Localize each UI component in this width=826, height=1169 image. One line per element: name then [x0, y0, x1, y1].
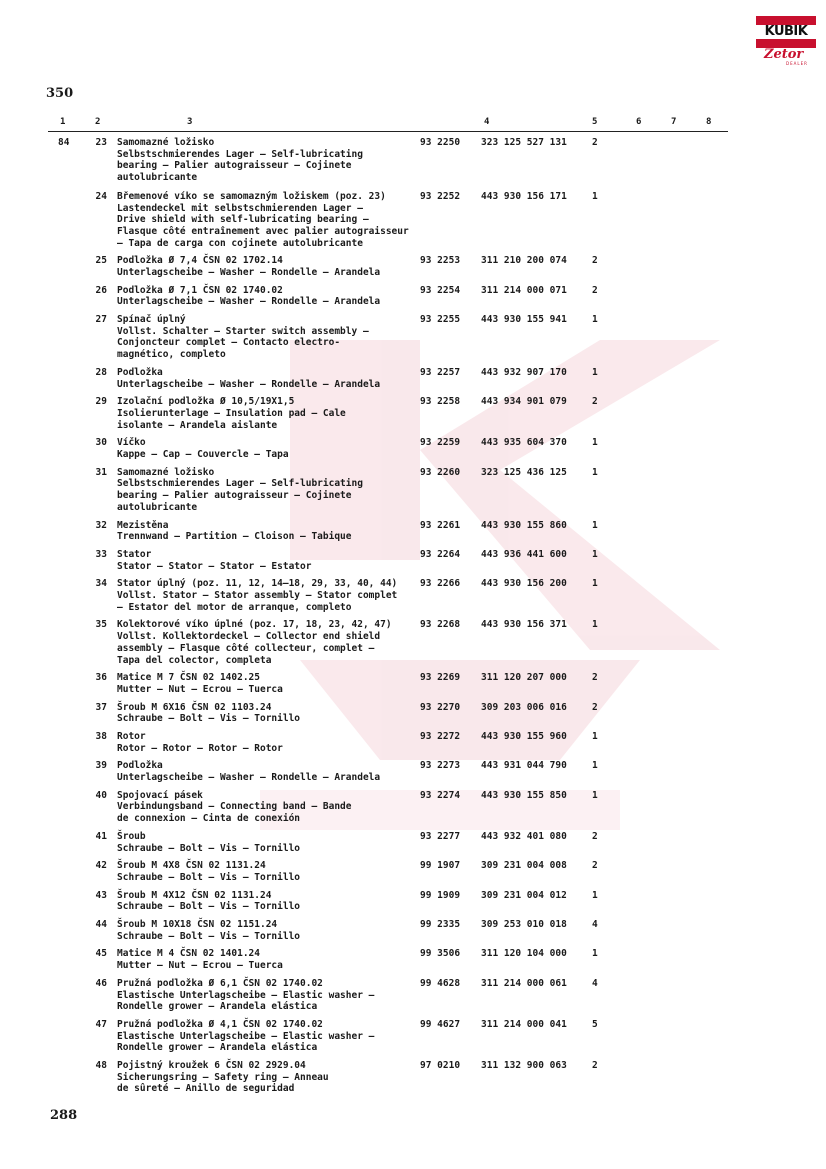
- quantity: 2: [592, 396, 598, 408]
- description-line: Víčko: [117, 437, 146, 449]
- catalog-code: 93 2261: [420, 519, 461, 531]
- table-row: [0, 396, 826, 431]
- description-line: Šroub M 4X8 ČSN 02 1131.24: [117, 860, 266, 872]
- description-line: Břemenové víko se samomazným ložiskem (poz. 23): [117, 190, 386, 202]
- quantity: 1: [592, 366, 598, 378]
- position-number: 48: [95, 1060, 107, 1072]
- quantity: 2: [592, 255, 598, 267]
- part-description: [117, 367, 380, 390]
- quantity: 2: [592, 137, 598, 148]
- logo-tag: DEALER: [786, 61, 808, 66]
- part-description: [117, 890, 300, 913]
- part-number: 323 125 527 131: [481, 137, 567, 148]
- table-row: [0, 367, 826, 390]
- quantity: 2: [592, 701, 598, 713]
- logo-sub: Zetor: [764, 47, 804, 62]
- quantity: 2: [592, 860, 598, 872]
- part-number: 309 253 010 018: [481, 919, 567, 931]
- description-line: Izolační podložka Ø 10,5/19X1,5: [117, 396, 295, 408]
- part-description: [117, 978, 374, 1013]
- catalog-code: 93 2259: [420, 437, 461, 449]
- description-line: Podložka Ø 7,4 ČSN 02 1702.14: [117, 255, 283, 267]
- part-description: [117, 314, 369, 361]
- catalog-code: 93 2258: [420, 396, 461, 408]
- catalog-code: 93 2264: [420, 548, 461, 560]
- description-line: Lastendeckel mit selbstschmierenden Lager —: [117, 202, 363, 214]
- table-row: [0, 619, 826, 666]
- catalog-code: 93 2254: [420, 284, 461, 296]
- description-line: isolante — Arandela aislante: [117, 419, 278, 431]
- description-line: Conjoncteur complet — Contacto electro-: [117, 337, 341, 349]
- description-line: Rondelle grower — Arandela elástica: [117, 1042, 318, 1054]
- part-description: [117, 672, 283, 695]
- part-number: 443 931 044 790: [481, 760, 567, 772]
- catalog-code: 93 2269: [420, 672, 461, 684]
- part-description: [117, 437, 289, 460]
- table-row: [0, 978, 826, 1013]
- position-number: 46: [95, 977, 107, 989]
- part-description: [117, 549, 311, 572]
- quantity: 2: [592, 1060, 598, 1072]
- table-row: [0, 578, 826, 613]
- quantity: 1: [592, 578, 598, 590]
- part-description: [117, 520, 352, 543]
- table-row: [0, 314, 826, 361]
- quantity: 1: [592, 889, 598, 901]
- catalog-code: 93 2266: [420, 578, 461, 590]
- part-description: [117, 285, 380, 308]
- description-line: Podložka: [117, 366, 163, 378]
- quantity: 1: [592, 519, 598, 531]
- column-header: 1: [60, 117, 66, 127]
- part-description: [117, 467, 363, 514]
- position-number: 47: [95, 1018, 107, 1030]
- description-line: Podložka Ø 7,1 ČSN 02 1740.02: [117, 284, 283, 296]
- part-number: 443 936 441 600: [481, 548, 567, 560]
- description-line: Stator — Stator — Stator — Estator: [117, 560, 312, 572]
- column-header: 6: [636, 117, 642, 127]
- catalog-code: 93 2253: [420, 255, 461, 267]
- description-line: Elastische Unterlagscheibe — Elastic washer —: [117, 989, 375, 1001]
- table-row: [0, 919, 826, 942]
- quantity: 5: [592, 1018, 598, 1030]
- part-number: 443 930 156 171: [481, 190, 567, 202]
- part-description: [117, 948, 283, 971]
- position-number: 29: [95, 396, 107, 408]
- description-line: Samomazné ložisko: [117, 137, 215, 148]
- table-row: [0, 890, 826, 913]
- description-line: Selbstschmierendes Lager — Self-lubricating: [117, 478, 363, 490]
- part-number: 311 132 900 063: [481, 1060, 567, 1072]
- description-line: Kolektorové víko úplné (poz. 17, 18, 23, 42, 47): [117, 619, 392, 631]
- description-line: bearing — Palier autograisseur — Cojinete: [117, 490, 352, 502]
- table-row: [0, 1019, 826, 1054]
- catalog-code: 97 0210: [420, 1060, 461, 1072]
- logo-brand: KUBIK: [756, 25, 816, 39]
- position-number: 39: [95, 760, 107, 772]
- table-row: [0, 760, 826, 783]
- part-description: [117, 1060, 329, 1095]
- table-row: [0, 255, 826, 278]
- description-line: assembly — Flasque côté collecteur, complet —: [117, 642, 375, 654]
- position-number: 42: [95, 860, 107, 872]
- part-description: [117, 1019, 374, 1054]
- description-line: Selbstschmierendes Lager — Self-lubricating: [117, 148, 363, 160]
- table-row: [0, 549, 826, 572]
- catalog-code: 99 1907: [420, 860, 461, 872]
- description-line: Šroub M 10X18 ČSN 02 1151.24: [117, 919, 278, 931]
- quantity: 1: [592, 789, 598, 801]
- column-header: 4: [484, 117, 490, 127]
- column-header: 7: [671, 117, 677, 127]
- dealer-logo: [756, 14, 816, 70]
- header-divider: [48, 131, 728, 132]
- column-header: 8: [706, 117, 712, 127]
- quantity: 4: [592, 919, 598, 931]
- position-number: 28: [95, 366, 107, 378]
- description-line: Schraube — Bolt — Vis — Tornillo: [117, 713, 301, 725]
- position-number: 43: [95, 889, 107, 901]
- catalog-code: 93 2270: [420, 701, 461, 713]
- catalog-code: 93 2273: [420, 760, 461, 772]
- position-number: 31: [95, 466, 107, 478]
- position-number: 40: [95, 789, 107, 801]
- catalog-code: 93 2252: [420, 190, 461, 202]
- part-number: 443 930 156 371: [481, 619, 567, 631]
- catalog-code: 93 2277: [420, 830, 461, 842]
- description-line: Šroub: [117, 830, 146, 842]
- figure-number: 84: [58, 137, 70, 148]
- part-description: [117, 731, 283, 754]
- description-line: Drive shield with self-lubricating bearing —: [117, 214, 369, 226]
- part-description: [117, 790, 352, 825]
- part-number: 309 231 004 008: [481, 860, 567, 872]
- column-header-row: [0, 117, 826, 131]
- description-line: Kappe — Cap — Couvercle — Tapa: [117, 449, 289, 461]
- position-number: 24: [95, 190, 107, 202]
- quantity: 2: [592, 830, 598, 842]
- part-number: 311 210 200 074: [481, 255, 567, 267]
- parts-list: [0, 137, 826, 1101]
- catalog-code: 93 2272: [420, 731, 461, 742]
- part-number: 311 120 104 000: [481, 948, 567, 960]
- position-number: 37: [95, 701, 107, 713]
- position-number: 34: [95, 578, 107, 590]
- description-line: Flasque côté entraînement avec palier autograisseur: [117, 225, 409, 237]
- part-description: [117, 860, 300, 883]
- description-line: Šroub M 6X16 ČSN 02 1103.24: [117, 701, 272, 713]
- description-line: Verbindungsband — Connecting band — Bande: [117, 801, 352, 813]
- part-description: [117, 255, 380, 278]
- description-line: Isolierunterlage — Insulation pad — Cale: [117, 407, 346, 419]
- table-row: [0, 948, 826, 971]
- position-number: 38: [95, 731, 107, 742]
- description-line: Pružná podložka Ø 6,1 ČSN 02 1740.02: [117, 977, 323, 989]
- description-line: Podložka: [117, 760, 163, 772]
- description-line: Trennwand — Partition — Cloison — Tabique: [117, 531, 352, 543]
- table-row: [0, 467, 826, 514]
- part-number: 443 932 907 170: [481, 366, 567, 378]
- position-number: 36: [95, 672, 107, 684]
- page-number-bottom: 288: [50, 1108, 78, 1123]
- position-number: 44: [95, 919, 107, 931]
- description-line: Matice M 7 ČSN 02 1402.25: [117, 672, 260, 684]
- part-number: 311 214 000 071: [481, 284, 567, 296]
- catalog-code: 93 2257: [420, 366, 461, 378]
- part-description: [117, 137, 363, 184]
- description-line: Tapa del colector, completa: [117, 654, 272, 666]
- catalog-code: 93 2255: [420, 314, 461, 326]
- table-row: [0, 731, 826, 754]
- part-description: [117, 919, 300, 942]
- position-number: 26: [95, 284, 107, 296]
- description-line: Matice M 4 ČSN 02 1401.24: [117, 948, 260, 960]
- table-row: [0, 831, 826, 854]
- description-line: Schraube — Bolt — Vis — Tornillo: [117, 901, 301, 913]
- description-line: Mutter — Nut — Ecrou — Tuerca: [117, 960, 283, 972]
- description-line: de sûreté — Anillo de seguridad: [117, 1083, 295, 1095]
- quantity: 1: [592, 190, 598, 202]
- table-row: [0, 672, 826, 695]
- description-line: Mutter — Nut — Ecrou — Tuerca: [117, 683, 283, 695]
- description-line: Schraube — Bolt — Vis — Tornillo: [117, 842, 301, 854]
- description-line: Mezistěna: [117, 519, 169, 531]
- catalog-code: 93 2268: [420, 619, 461, 631]
- position-number: 45: [95, 948, 107, 960]
- description-line: — Estator del motor de arranque, completo: [117, 601, 352, 613]
- catalog-code: 93 2274: [420, 789, 461, 801]
- description-line: Šroub M 4X12 ČSN 02 1131.24: [117, 889, 272, 901]
- quantity: 1: [592, 760, 598, 772]
- position-number: 32: [95, 519, 107, 531]
- part-description: [117, 831, 300, 854]
- quantity: 2: [592, 672, 598, 684]
- quantity: 2: [592, 284, 598, 296]
- quantity: 1: [592, 314, 598, 326]
- description-line: Rondelle grower — Arandela elástica: [117, 1001, 318, 1013]
- description-line: Spínač úplný: [117, 314, 186, 326]
- description-line: magnético, completo: [117, 349, 226, 361]
- part-number: 443 932 401 080: [481, 830, 567, 842]
- part-description: [117, 191, 409, 250]
- part-description: [117, 702, 300, 725]
- column-header: 2: [95, 117, 101, 127]
- table-row: [0, 137, 826, 184]
- catalog-code: 99 2335: [420, 919, 461, 931]
- position-number: 30: [95, 437, 107, 449]
- table-row: [0, 790, 826, 825]
- position-number: 41: [95, 830, 107, 842]
- quantity: 1: [592, 731, 598, 742]
- part-number: 443 930 155 941: [481, 314, 567, 326]
- table-row: [0, 191, 826, 250]
- part-number: 443 930 155 850: [481, 789, 567, 801]
- quantity: 1: [592, 437, 598, 449]
- description-line: Stator úplný (poz. 11, 12, 14—18, 29, 33, 40, 44): [117, 578, 398, 590]
- part-number: 443 930 155 960: [481, 731, 567, 742]
- description-line: — Tapa de carga con cojinete autolubricante: [117, 237, 363, 249]
- part-number: 443 934 901 079: [481, 396, 567, 408]
- quantity: 1: [592, 948, 598, 960]
- description-line: Unterlagscheibe — Washer — Rondelle — Arandela: [117, 296, 381, 308]
- catalog-code: 99 4628: [420, 977, 461, 989]
- table-row: [0, 702, 826, 725]
- catalog-code: 93 2260: [420, 466, 461, 478]
- position-number: 25: [95, 255, 107, 267]
- description-line: Schraube — Bolt — Vis — Tornillo: [117, 871, 301, 883]
- description-line: Pojistný kroužek 6 ČSN 02 2929.04: [117, 1060, 306, 1072]
- description-line: Pružná podložka Ø 4,1 ČSN 02 1740.02: [117, 1018, 323, 1030]
- description-line: Unterlagscheibe — Washer — Rondelle — Arandela: [117, 378, 381, 390]
- part-number: 443 930 155 860: [481, 519, 567, 531]
- description-line: Sicherungsring — Safety ring — Anneau: [117, 1071, 329, 1083]
- description-line: Stator: [117, 548, 152, 560]
- catalog-code: 99 1909: [420, 889, 461, 901]
- quantity: 4: [592, 977, 598, 989]
- quantity: 1: [592, 466, 598, 478]
- part-description: [117, 396, 346, 431]
- description-line: Vollst. Kollektordeckel — Collector end shield: [117, 631, 381, 643]
- position-number: 33: [95, 548, 107, 560]
- quantity: 1: [592, 548, 598, 560]
- part-number: 309 203 006 016: [481, 701, 567, 713]
- column-header: 5: [592, 117, 598, 127]
- description-line: Samomazné ložisko: [117, 466, 215, 478]
- table-row: [0, 860, 826, 883]
- page-number-top: 350: [46, 86, 74, 101]
- description-line: Vollst. Schalter — Starter switch assembly —: [117, 325, 369, 337]
- description-line: autolubricante: [117, 172, 198, 184]
- description-line: Vollst. Stator — Stator assembly — Stator complet: [117, 590, 398, 602]
- description-line: autolubricante: [117, 501, 198, 513]
- part-number: 443 935 604 370: [481, 437, 567, 449]
- description-line: Schraube — Bolt — Vis — Tornillo: [117, 930, 301, 942]
- table-row: [0, 285, 826, 308]
- part-description: [117, 760, 380, 783]
- part-number: 311 120 207 000: [481, 672, 567, 684]
- description-line: Unterlagscheibe — Washer — Rondelle — Arandela: [117, 772, 381, 784]
- catalog-code: 99 4627: [420, 1018, 461, 1030]
- part-number: 443 930 156 200: [481, 578, 567, 590]
- position-number: 23: [95, 137, 107, 148]
- part-number: 311 214 000 041: [481, 1018, 567, 1030]
- description-line: Elastische Unterlagscheibe — Elastic washer —: [117, 1030, 375, 1042]
- catalog-code: 99 3506: [420, 948, 461, 960]
- catalog-code: 93 2250: [420, 137, 461, 148]
- position-number: 27: [95, 314, 107, 326]
- quantity: 1: [592, 619, 598, 631]
- part-number: 311 214 000 061: [481, 977, 567, 989]
- part-number: 309 231 004 012: [481, 889, 567, 901]
- description-line: Unterlagscheibe — Washer — Rondelle — Arandela: [117, 267, 381, 278]
- table-row: [0, 437, 826, 460]
- description-line: Rotor — Rotor — Rotor — Rotor: [117, 742, 283, 754]
- description-line: bearing — Palier autograisseur — Cojinete: [117, 160, 352, 172]
- table-row: [0, 520, 826, 543]
- description-line: de connexion — Cinta de conexión: [117, 813, 301, 825]
- position-number: 35: [95, 619, 107, 631]
- description-line: Spojovací pásek: [117, 789, 203, 801]
- part-description: [117, 578, 397, 613]
- table-row: [0, 1060, 826, 1095]
- description-line: Rotor: [117, 731, 146, 742]
- part-number: 323 125 436 125: [481, 466, 567, 478]
- column-header: 3: [187, 117, 193, 127]
- part-description: [117, 619, 392, 666]
